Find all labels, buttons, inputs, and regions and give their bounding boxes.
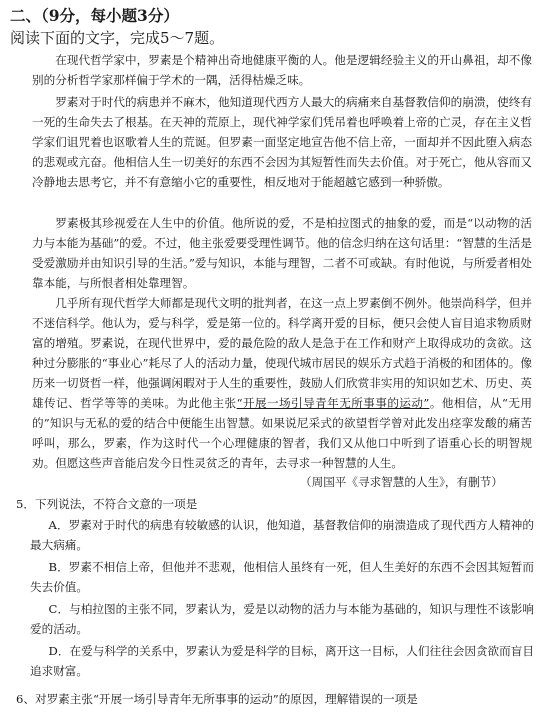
passage-text-part: 几乎所有现代哲学大师都是现代文明的批判者，在这一点上罗素倒不例外。他崇尚科学，但并不迷信科学。他认为，爱与科学，爱是第一位的。科学离开爱的目标，便只会使人盲目追求物质财富的增殖。罗素说，在现代世界中，爱的最危险的敌人是急于在工作和财产上取得成功的贪欲。这种过分膨胀的“事业心”耗尽了人的活动力量，使现代城市居民的娱乐方式趋于消极的和团体的。像历来一切贤哲一样，他强调闲暇对于人生的重要性，鼓励人们欣赏非实用的知识如艺术、历史、英雄传记、哲学等等的美味。为此他主张	[32, 296, 532, 410]
section-instructions: 阅读下面的文字，完成5～7题。	[10, 29, 225, 47]
section-heading: 二、（9分，每小题3分）	[10, 6, 179, 25]
passage-paragraph-1	[32, 50, 532, 90]
passage-text-part: 。他相信，从“无用的”知识与无私的爱的结合中便能生出智慧。如果说尼采式的欲望哲学曾对此发出痉挛发酸的痛苦呼叫，那么，罗素，作为这时代一个心理健康的智者，我们又从他口中听到了语重心长的明智规劝。但愿这些声音能启发今日性灵贫乏的青年，去寻求一种智慧的人生。	[32, 396, 532, 470]
passage-text: 罗素极其珍视爱在人生中的价值。他所说的爱，不是柏拉图式的抽象的爱，而是“以动物的活力与本能为基础”的爱。不过，他主张爱要受理性调节。他的信念归纳在这句话里：“智慧的生活是受爱激励并由知识引导的生活。”爱与知识，本能与理智，二者不可或缺。有时他说，与所爱者相处靠本能，与所恨者相处靠理智。	[32, 216, 532, 290]
underlined-quote: “开展一场引导青年无所事事的运动”	[236, 396, 430, 410]
passage-source: （周国平《寻求智慧的人生》，有删节）	[300, 475, 503, 489]
question-6-stem: 6、对罗素主张“开展一场引导青年无所事事的运动”的原因，理解错误的一项是	[16, 692, 418, 706]
passage-text: 罗素对于时代的病患并不麻木，他知道现代西方人最大的病痛来自基督教信仰的崩溃，使终有一死的生命失去了根基。在天神的荒原上，现代神学家们凭吊着也呼唤着上帝的亡灵，存在主义哲学家们诅咒着也讴歌着人生的荒诞。但罗素一面坚定地宣告他不信上帝，一面却并不因此堕入病态的悲观或亢奋。他相信人生一切美好的东西不会因为其短暂性而失去价值。对于死亡，他从容而又冷静地去思考它，并不有意缩小它的重要性，相反地对于能超越它感到一种骄傲。	[32, 95, 532, 189]
passage-paragraph-4	[32, 293, 532, 473]
passage-text	[32, 293, 532, 473]
question-5-option-a: A．罗素对于时代的病患有较敏感的认识，他知道，基督教信仰的崩溃造成了现代西方人精神的最大病痛。	[30, 518, 534, 552]
question-5-option-b: B．罗素不相信上帝，但他并不悲观，他相信人虽终有一死，但人生美好的东西不会因其短暂而失去价值。	[30, 560, 534, 594]
passage-text: 在现代哲学家中，罗素是个精神出奇地健康平衡的人。他是逻辑经验主义的开山鼻祖，却不像别的分析哲学家那样偏于学术的一隅，活得枯燥乏味。	[32, 53, 532, 87]
question-5-option-d: D．在爱与科学的关系中，罗素认为爱是科学的目标，离开这一目标，人们往往会因贪欲而盲目追求财富。	[30, 644, 534, 678]
question-5-stem: 5．下列说法，不符合文意的一项是	[16, 497, 198, 511]
passage-paragraph-2	[32, 92, 532, 192]
question-5-option-c: C．与柏拉图的主张不同，罗素认为，爱是以动物的活力与本能为基础的，知识与理性不该影响爱的活动。	[30, 602, 534, 636]
passage-paragraph-3	[32, 213, 532, 293]
